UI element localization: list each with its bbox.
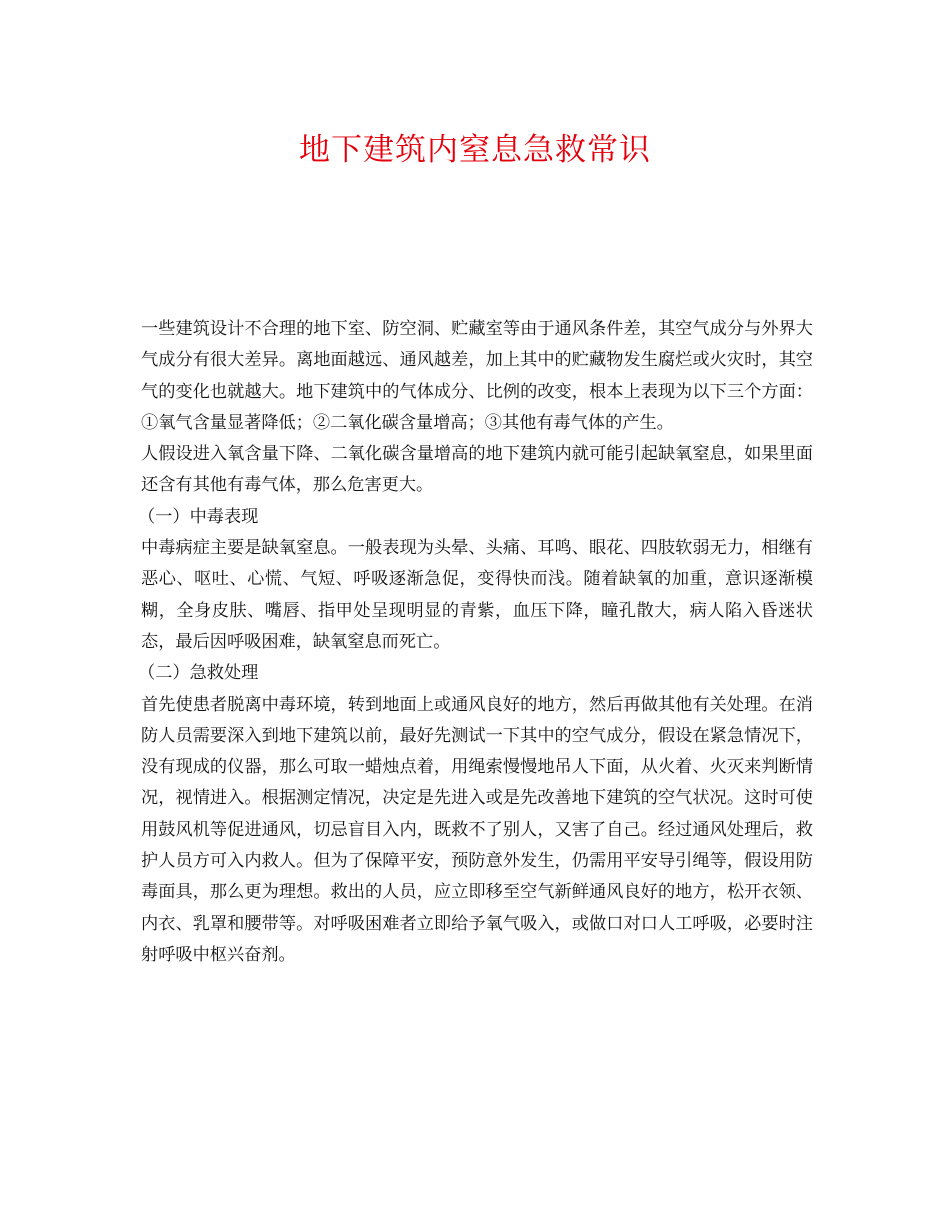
document-body xyxy=(138,314,813,971)
paragraph-risk: 人假设进入氧含量下降、二氧化碳含量增高的地下建筑内就可能引起缺氧窒息，如果里面还含有其他有毒气体，那么危害更大。 xyxy=(141,444,813,496)
paragraph-first-aid: 首先使患者脱离中毒环境，转到地面上或通风良好的地方，然后再做其他有关处理。在消防人员需要深入到地下建筑以前，最好先测试一下其中的空气成分，假设在紧急情况下，没有现成的仪器，那么可取一蜡烛点着，用绳索慢慢地吊人下面，从火着、火灭来判断情况，视情进入。根据测定情况，决定是先进入或是先改善地下建筑的空气状况。这时可使用鼓风机等促进通风，切忌盲目入内，既救不了别人，又害了自己。经过通风处理后，救护人员方可入内救人。但为了保障平安，预防意外发生，仍需用平安导引绳等，假设用防毒面具，那么更为理想。救出的人员，应立即移至空气新鲜通风良好的地方，松开衣领、内衣、乳罩和腰带等。对呼吸困难者立即给予氧气吸入，或做口对口人工呼吸，必要时注射呼吸中枢兴奋剂。 xyxy=(141,694,813,965)
section-heading-poisoning-symptoms: （一）中毒表现 xyxy=(138,506,259,527)
section-heading-first-aid: （二）急救处理 xyxy=(138,663,259,684)
document-title: 地下建筑内窒息急救常识 xyxy=(299,132,651,168)
paragraph-symptoms: 中毒病症主要是缺氧窒息。一般表现为头晕、头痛、耳鸣、眼花、四肢软弱无力，相继有恶心、呕吐、心慌、气短、呼吸逐渐急促，变得快而浅。随着缺氧的加重，意识逐渐模糊，全身皮肤、嘴唇、指甲处呈现明显的青紫，血压下降，瞳孔散大，病人陷入昏迷状态，最后因呼吸困难，缺氧窒息而死亡。 xyxy=(141,538,813,652)
paragraph-intro: 一些建筑设计不合理的地下室、防空洞、贮藏室等由于通风条件差，其空气成分与外界大气成分有很大差异。离地面越远、通风越差，加上其中的贮藏物发生腐烂或火灾时，其空气的变化也就越大。地下建筑中的气体成分、比例的改变，根本上表现为以下三个方面：①氧气含量显著降低；②二氧化碳含量增高；③其他有毒气体的产生。 xyxy=(141,319,813,433)
